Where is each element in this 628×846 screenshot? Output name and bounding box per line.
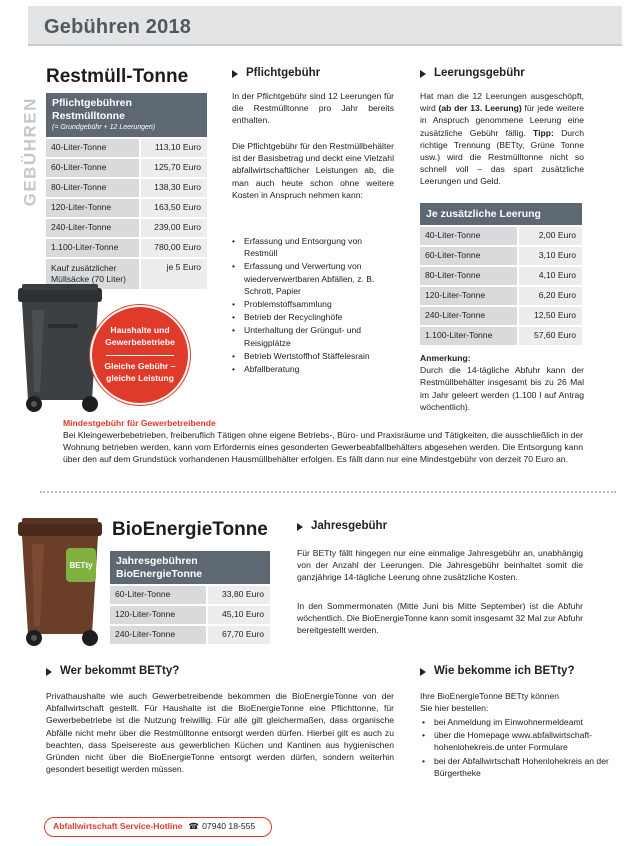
fee-row-label: 120-Liter-Tonne	[420, 287, 517, 305]
leerung-heading	[420, 66, 525, 82]
pflicht-description: Die Pflichtgebühr für den Restmüllbehälter ist der Basisbetrag und deckt eine Vielzahl abfallwirtschaftlicher Leistungen ab, die man auch heute schon ohne weitere Kosten in Anspruch nehmen kann:	[232, 141, 394, 200]
fee-row	[420, 267, 582, 285]
fee-row	[420, 287, 582, 305]
fee-row-price: 2,00 Euro	[519, 227, 582, 245]
leerung-text	[420, 90, 584, 188]
pflicht-intro: In der Pflichtgebühr sind 12 Leerungen für die Restmülltonne pro Jahr bereits enthalten.	[232, 91, 394, 126]
fee-row	[420, 227, 582, 245]
wie-list-item: • bei der Abfallwirtschaft Hohenlohekreis an der Bürgertheke	[420, 755, 620, 779]
fee-row	[46, 159, 207, 177]
fee-row	[46, 239, 207, 257]
jahres-title: Jahresgebühr	[311, 520, 388, 532]
fee-row-label: 240-Liter-Tonne	[110, 626, 206, 644]
page-title: Gebühren 2018	[44, 16, 192, 38]
wie-list-item: • über die Homepage www.abfallwirtschaft-hohenlohekreis.de unter Formulare	[420, 729, 620, 753]
triangle-icon	[297, 523, 303, 531]
triangle-icon	[232, 70, 238, 78]
bio-table-header	[110, 551, 270, 584]
wie-list	[420, 716, 620, 780]
anmerkung-text: Durch die 14-tägliche Abfuhr kann der Restmüllbehälter insgesamt bis zu 26 Mal im Jahr geleert werden (1.100 l auf Antrag wöchentlich).	[420, 365, 584, 412]
pflicht-heading	[232, 66, 320, 82]
triangle-icon	[420, 668, 426, 676]
fee-row	[46, 219, 207, 237]
anmerkung-title: Anmerkung:	[420, 353, 471, 363]
restmuell-fee-table	[46, 93, 207, 289]
jahres-heading	[297, 519, 387, 535]
fee-row-label: 240-Liter-Tonne	[420, 307, 517, 325]
leerung-table-header: Je zusätzliche Leerung	[420, 203, 582, 225]
fee-row	[46, 179, 207, 197]
pflicht-list-item: • Betrieb der Recyclinghöfe	[230, 311, 394, 323]
fee-row-price: 6,20 Euro	[519, 287, 582, 305]
fee-row	[110, 586, 270, 604]
fee-row	[420, 307, 582, 325]
tipp-label: Tipp:	[532, 127, 554, 138]
side-label	[14, 94, 42, 214]
bio-head-line1: Jahresgebühren	[116, 555, 198, 567]
triangle-icon	[420, 70, 426, 78]
restmuell-head-line1: Pflichtgebühren	[52, 97, 132, 109]
wie-title: Wie bekomme ich BETty?	[434, 665, 575, 677]
extra-label-1: Kauf zusätzlicher	[51, 263, 117, 274]
leerung-title: Leerungsgebühr	[434, 67, 525, 79]
pflicht-list-item: • Erfassung und Entsorgung von Restmüll	[230, 235, 394, 259]
fee-row-label: 120-Liter-Tonne	[46, 199, 139, 217]
badge-line3: Gleiche Gebühr –	[104, 361, 176, 371]
fee-row-label: 1.100-Liter-Tonne	[420, 327, 517, 345]
fee-row-price: 45,10 Euro	[208, 606, 270, 624]
fee-row-price: 12,50 Euro	[519, 307, 582, 325]
fee-row-label: 60-Liter-Tonne	[110, 586, 206, 604]
restmuell-head-line2: Restmülltonne	[52, 109, 125, 122]
brown-bin-image	[14, 518, 106, 648]
mindest-text: Bei Kleingewerbebetrieben, freiberuflich Tätigen ohne eigene Betriebs-, Büro- und Praxisräume und Tätigkeiten, die ausschließlich in der Wohnung betrieben werden, kann vom Erfordernis eines gesonderten Gewerbeabfallbehälters abgesehen werden. Die Entsorgung kann über den auf dem Grundstück vorhandenen Hausmüllbehälter erfolgen. Es fällt dann nur eine Mindestgebühr von derzeit 70 Euro an.	[63, 430, 583, 465]
bio-head-line2: BioEnergieTonne	[116, 567, 203, 580]
wer-text: Privathaushalte wie auch Gewerbetreibende bekommen die BioEnergieTonne von der Abfallwirtschaft gestellt. Für Haushalte ist die BioEnergieTonne eine Pflichttonne, für Gewerbebetriebe ist die Nutzung freiwillig. Für alle gilt gleichermaßen, dass organische Abfälle nicht mehr über die Restmülltonne entsorgt werden dürfen. Hierbei gilt es auch zu beachten, dass Speisereste aus gewerblichen Küchen und Kantinen aus hygienischen Gründen nicht über die BioEnergieTonne entsorgt werden dürfen, sondern weiterhin gesondert beseitigt werden müssen.	[46, 691, 394, 775]
restmuell-title: Restmüll-Tonne	[46, 66, 189, 87]
fee-row-label: 80-Liter-Tonne	[46, 179, 139, 197]
page-header	[28, 6, 622, 46]
badge-line2: Gewerbebetriebe	[105, 336, 175, 347]
jahres-p1: Für BETty fällt hingegen nur eine einmalige Jahresgebühr an, unabhängig von der Anzahl der Leerungen. Die Jahresgebühr beinhaltet somit die ganzjährige 14-tägliche Leerung ohne zusätzliche Kosten.	[297, 548, 583, 583]
fee-row-price: 138,30 Euro	[141, 179, 207, 197]
tipp-text: Durch richtige Trennung (BETty, Grüne Tonne usw.) wird die Restmülltonne nicht so schnell voll – das spart zusätzliche Leerungen und Geld.	[420, 127, 584, 187]
leerung-text-bold: (ab der 13. Leerung)	[438, 103, 522, 114]
phone-icon: ☎	[188, 821, 200, 832]
restmuell-table-header	[46, 93, 207, 137]
leerung-text-b: für jede weitere in Anspruch genommene Leerung eine zusätzliche Gebühr fällig.	[420, 103, 584, 138]
fee-row-label: 240-Liter-Tonne	[46, 219, 139, 237]
pflicht-list-item: • Erfassung und Verwertung von wiederverwertbaren Abfällen, z. B. Schrott, Papier	[230, 260, 394, 297]
anmerkung	[420, 352, 584, 413]
fee-row-price: 3,10 Euro	[519, 247, 582, 265]
service-hotline	[44, 817, 272, 837]
hotline-phone: 07940 18-555	[202, 821, 256, 832]
pflicht-list-item: • Betrieb Wertstoffhof Stäffelesrain	[230, 350, 394, 362]
wer-heading	[46, 664, 179, 680]
pflicht-list-item: • Unterhaltung der Grüngut- und Reisigplätze	[230, 324, 394, 348]
pflicht-list	[230, 235, 394, 376]
fee-row-price: 67,70 Euro	[208, 626, 270, 644]
fee-row	[420, 327, 582, 345]
fee-row-label: 60-Liter-Tonne	[420, 247, 517, 265]
fee-row	[420, 247, 582, 265]
fee-row-label: 1.100-Liter-Tonne	[46, 239, 139, 257]
leerung-text-a: Hat man die 12 Leerungen ausgeschöpft, wird	[420, 91, 584, 114]
hotline-label: Abfallwirtschaft Service-Hotline	[53, 821, 183, 832]
section-divider	[40, 491, 616, 493]
fee-row-price: 33,80 Euro	[208, 586, 270, 604]
pflicht-list-item: • Abfallberatung	[230, 363, 394, 375]
badge-divider	[106, 355, 174, 356]
fee-row-price: 780,00 Euro	[141, 239, 207, 257]
wie-heading	[420, 664, 574, 680]
fee-row-price: 125,70 Euro	[141, 159, 207, 177]
jahres-p2: In den Sommermonaten (Mitte Juni bis Mitte September) ist die Abfuhr wöchentlich. Die BioEnergieTonne kann somit insgesamt 32 Mal zur Abfuhr bereitgestellt werden.	[297, 601, 583, 636]
bio-title: BioEnergieTonne	[112, 519, 268, 540]
fee-row-label: 40-Liter-Tonne	[420, 227, 517, 245]
betty-logo: BETty	[69, 561, 93, 570]
badge-line1: Haushalte und	[110, 325, 170, 335]
pflicht-title: Pflichtgebühr	[246, 67, 321, 79]
bio-fee-table	[110, 551, 270, 644]
triangle-icon	[46, 668, 52, 676]
fee-row-label: 120-Liter-Tonne	[110, 606, 206, 624]
fee-row	[110, 606, 270, 624]
wie-intro: Ihre BioEnergieTonne BETty können Sie hier bestellen:	[420, 691, 560, 714]
badge-line4: gleiche Leistung	[106, 372, 174, 383]
fee-row-price: 4,10 Euro	[519, 267, 582, 285]
leerung-fee-table	[420, 203, 582, 345]
extra-price: je 5 Euro	[141, 259, 207, 289]
fee-row-price: 57,60 Euro	[519, 327, 582, 345]
fee-row-label: 60-Liter-Tonne	[46, 159, 139, 177]
fee-row-price: 239,00 Euro	[141, 219, 207, 237]
fee-row-label: 40-Liter-Tonne	[46, 139, 139, 157]
side-label-text: GEBÜHREN	[20, 97, 40, 207]
gleiche-gebuehr-badge	[90, 305, 190, 405]
fee-row	[110, 626, 270, 644]
mindest-title: Mindestgebühr für Gewerbetreibende	[63, 418, 216, 428]
restmuell-head-sub: (= Grundgebühr + 12 Leerungen)	[52, 124, 156, 132]
wie-list-item: • bei Anmeldung im Einwohnermeldeamt	[420, 716, 620, 728]
wer-title: Wer bekommt BETty?	[60, 665, 180, 677]
fee-row	[46, 139, 207, 157]
fee-row	[46, 199, 207, 217]
fee-row-price: 163,50 Euro	[141, 199, 207, 217]
extra-label-2: Müllsäcke (70 Liter)	[51, 274, 126, 284]
fee-row-label: 80-Liter-Tonne	[420, 267, 517, 285]
fee-row-price: 113,10 Euro	[141, 139, 207, 157]
pflicht-list-item: • Problemstoffsammlung	[230, 298, 394, 310]
